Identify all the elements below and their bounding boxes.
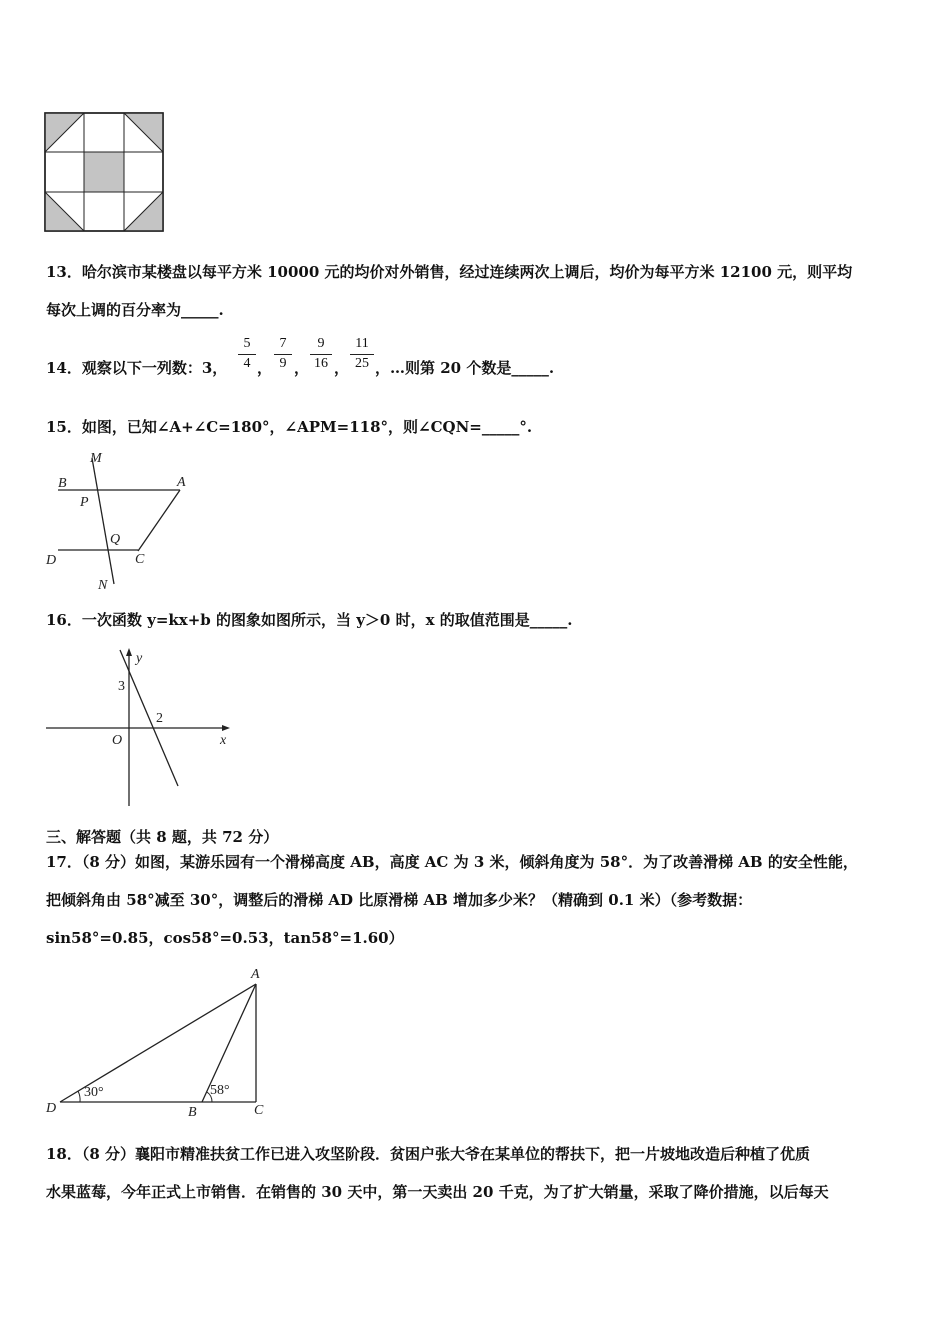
fraction-numerator: 9 — [317, 336, 325, 351]
fraction-denominator: 9 — [279, 356, 287, 371]
label-Q: Q — [110, 532, 121, 547]
q15-text: 15．如图，已知∠A+∠C=180°，∠APM=118°，则∠CQN=_____°. — [46, 418, 533, 436]
q18-line1: 18．（8 分）襄阳市精准扶贫工作已进入攻坚阶段．贫困户张大爷在某单位的帮扶下，把一片坡地改造后种植了优质 — [46, 1145, 811, 1163]
section-title: 三、解答题（共 8 题，共 72 分） — [46, 828, 279, 846]
fraction-numerator: 11 — [355, 336, 369, 351]
label-N: N — [98, 578, 108, 593]
fraction-numerator: 7 — [279, 336, 287, 351]
axis-label-y: y — [136, 651, 143, 666]
q14-fraction-4 — [350, 336, 374, 372]
label-A: A — [177, 475, 186, 490]
label-B: B — [58, 476, 67, 491]
q14-fraction-1 — [238, 336, 256, 372]
label-C: C — [135, 552, 145, 567]
label-M: M — [90, 451, 102, 466]
q17-slide-figure — [40, 964, 280, 1120]
angle-58-label: 58° — [210, 1083, 230, 1098]
label-A: A — [251, 967, 260, 982]
tile-pattern-figure — [44, 112, 166, 234]
q14-sep-1: ， — [257, 359, 273, 377]
label-P: P — [80, 495, 89, 510]
q16-text: 16．一次函数 y=kx+b 的图象如图所示，当 y＞0 时，x 的取值范围是_____. — [46, 611, 573, 629]
y-intercept-label: 3 — [118, 679, 125, 694]
q18-line2: 水果蓝莓，今年正式上市销售．在销售的 30 天中，第一天卖出 20 千克，为了扩大销量，采取了降价措施，以后每天 — [46, 1183, 829, 1201]
q13-line1: 13．哈尔滨市某楼盘以每平方米 10000 元的均价对外销售，经过连续两次上调后，均价为每平方米 12100 元，则平均 — [46, 263, 853, 281]
q14-sep-3: ， — [334, 359, 350, 377]
q14-sep-2: ， — [294, 359, 310, 377]
q14-prefix: 14．观察以下一列数：3， — [46, 359, 228, 377]
angle-30-label: 30° — [84, 1085, 104, 1100]
q13-line2: 每次上调的百分率为_____. — [46, 301, 224, 319]
q17-line3: sin58°=0.85，cos58°=0.53，tan58°=1.60） — [46, 929, 404, 947]
q14-fraction-2 — [274, 336, 292, 372]
fraction-denominator: 25 — [355, 356, 369, 371]
axis-label-x: x — [220, 733, 227, 748]
q16-graph — [40, 646, 240, 808]
label-D: D — [46, 1101, 57, 1116]
label-C: C — [254, 1103, 264, 1118]
fraction-denominator: 16 — [314, 356, 328, 371]
fraction-denominator: 4 — [243, 356, 251, 371]
q14-fraction-3 — [310, 336, 332, 372]
q17-line1: 17．（8 分）如图，某游乐园有一个滑梯高度 AB，高度 AC 为 3 米，倾斜角度为 58°．为了改善滑梯 AB 的安全性能， — [46, 853, 858, 871]
fraction-numerator: 5 — [243, 336, 251, 351]
q15-figure — [40, 446, 200, 594]
origin-label: O — [112, 733, 123, 748]
label-B: B — [188, 1105, 197, 1120]
x-intercept-label: 2 — [156, 711, 163, 726]
q14-suffix: ，…则第 20 个数是_____. — [375, 359, 555, 377]
q17-line2: 把倾斜角由 58°减至 30°，调整后的滑梯 AD 比原滑梯 AB 增加多少米？（精确到 0.1 米）（参考数据： — [46, 891, 753, 909]
label-D: D — [46, 553, 57, 568]
